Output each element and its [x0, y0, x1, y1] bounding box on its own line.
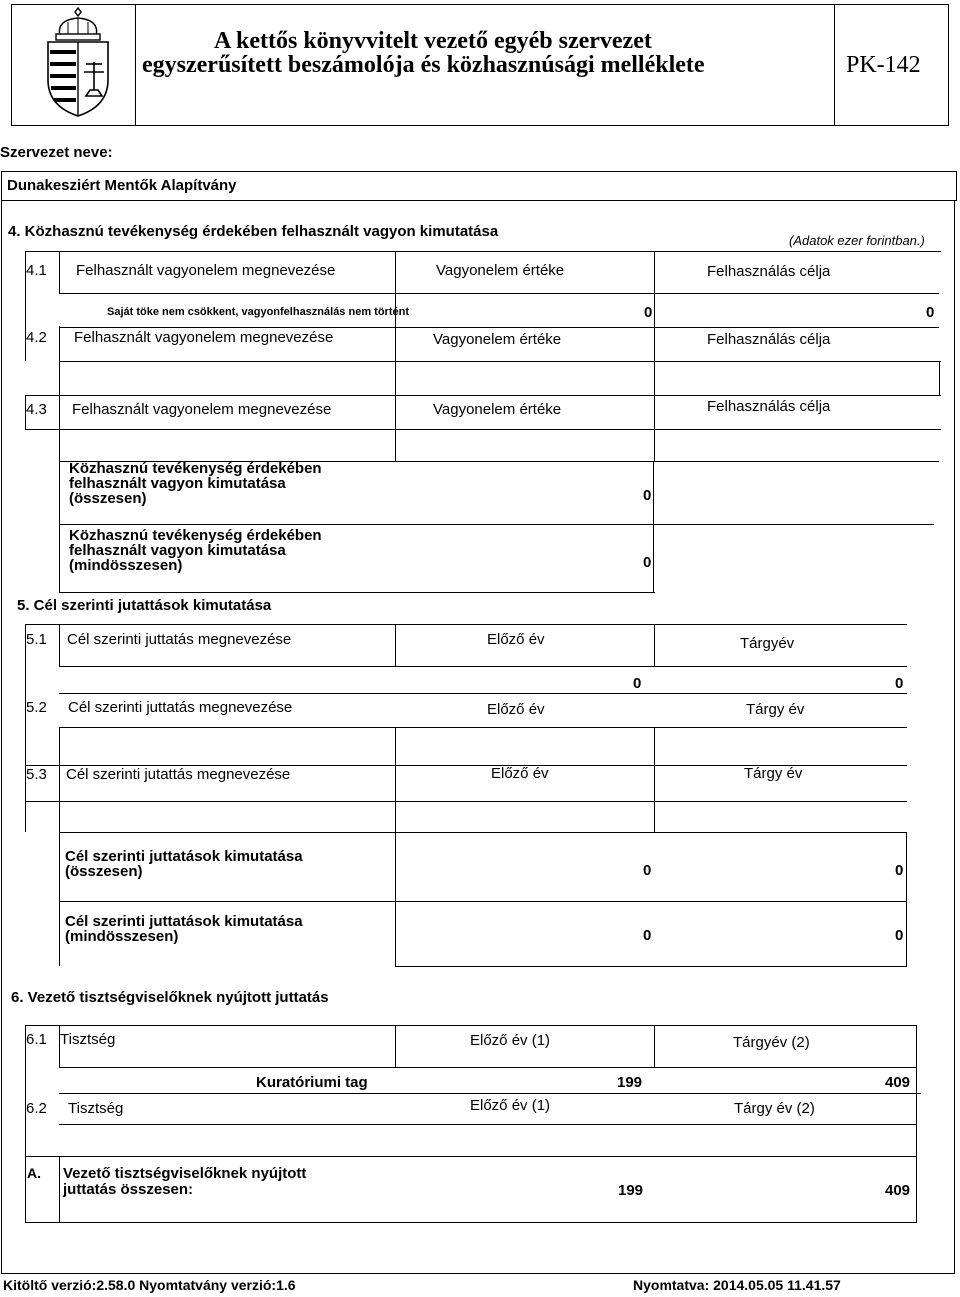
org-label: Szervezet neve: [0, 144, 113, 161]
page-frame-left [1, 200, 2, 1274]
s61-header-bottom [59, 1067, 916, 1068]
s42-row-div2 [654, 361, 655, 395]
s5-total1-curr: 0 [895, 862, 904, 879]
s52-num: 5.2 [26, 699, 47, 716]
hungarian-coat-of-arms-icon [38, 6, 118, 118]
s61-row1-bottom [59, 1093, 921, 1094]
s61-col-prev: Előző év (1) [470, 1032, 551, 1049]
s42-col-divider1 [395, 326, 396, 362]
s53-col-name: Cél szerinti jutattás megnevezése [66, 766, 291, 783]
s53-num-divider [59, 765, 60, 832]
s62-row-bottom [25, 1156, 916, 1157]
s62-col-name: Tisztség [68, 1100, 124, 1117]
s52-row-div2 [654, 727, 655, 765]
s43-num-divider [59, 395, 60, 461]
s42-left-border [25, 293, 26, 361]
s41-col-name: Felhasznált vagyonelem megnevezése [76, 262, 336, 279]
s61-num: 6.1 [26, 1031, 47, 1048]
s52-col-name: Cél szerinti juttatás megnevezése [68, 699, 293, 716]
s5-total2-line1: Cél szerinti juttatások kimutatása [65, 913, 303, 930]
s5-total2-line2: (mindösszesen) [65, 928, 179, 945]
s4-total-divider [653, 461, 654, 592]
page-frame-right [954, 200, 955, 1274]
s51-num: 5.1 [26, 631, 47, 648]
s41-row1-value: 0 [644, 304, 653, 321]
s41-col-purpose: Felhasználás célja [707, 263, 831, 280]
s43-col-divider1 [395, 395, 396, 461]
s5-total-right [906, 832, 907, 966]
s51-row-bottom [59, 693, 907, 694]
org-name: Dunakesziért Mentők Alapítvány [7, 177, 237, 194]
s4-total-left [59, 461, 60, 592]
s51-col-prev: Előző év [487, 631, 545, 648]
s43-top-border [25, 395, 941, 396]
s41-num-divider [59, 251, 60, 293]
s5-total1-line2: (összesen) [65, 863, 143, 880]
s6-total-line2: juttatás összesen: [63, 1181, 194, 1198]
section4-title: 4. Közhasznú tevékenység érdekében felhasznált vagyon kimutatása [8, 223, 499, 240]
s4-total1-line2: felhasznált vagyon kimutatása [69, 475, 286, 492]
s53-num: 5.3 [26, 766, 47, 783]
s4-total2-line3: (mindösszesen) [69, 557, 183, 574]
s4-total2-value: 0 [643, 554, 652, 571]
form-code: PK-142 [846, 52, 921, 78]
s4-total1-value: 0 [643, 487, 652, 504]
s42-row-div1 [395, 361, 396, 395]
unit-note: (Adatok ezer forintban.) [789, 233, 925, 248]
s43-col-value: Vagyonelem értéke [433, 401, 562, 418]
s61-row1-curr: 409 [885, 1074, 911, 1091]
s52-col-curr: Tárgy év [746, 701, 805, 718]
s42-row-right [939, 361, 940, 395]
s41-row1-purpose: 0 [926, 304, 935, 321]
s61-row1-name: Kuratóriumi tag [256, 1074, 368, 1091]
s4-total1-line1: Közhasznú tevékenység érdekében [69, 460, 322, 477]
s52-col-prev: Előző év [487, 701, 545, 718]
s4-total1-bottom [59, 524, 934, 525]
s6-left-border [25, 1025, 26, 1223]
s51-top-border [25, 624, 907, 625]
footer-printed: Nyomtatva: 2014.05.05 11.41.57 [633, 1277, 841, 1293]
s52-row-div1 [395, 727, 396, 765]
s61-col-name: Tisztség [60, 1031, 116, 1048]
s42-col-purpose: Felhasználás célja [707, 331, 831, 348]
s62-num: 6.2 [26, 1100, 47, 1117]
s51-num-divider [59, 624, 60, 666]
s41-top-border [25, 251, 941, 252]
s53-col-divider2 [654, 765, 655, 832]
header-divider-left [135, 4, 136, 125]
s42-col-divider2 [654, 326, 655, 362]
s5-total2-bottom [395, 966, 907, 967]
s53-header-bottom [25, 801, 907, 802]
s51-value-curr: 0 [895, 675, 904, 692]
s51-col-divider2 [654, 624, 655, 666]
form-title-line2: egyszerűsített beszámolója és közhasznúsági melléklete [142, 52, 705, 78]
s5-total1-line1: Cél szerinti juttatások kimutatása [65, 848, 303, 865]
s4-total2-line1: Közhasznú tevékenység érdekében [69, 527, 322, 544]
s42-col-value: Vagyonelem értéke [433, 331, 562, 348]
s51-col-curr: Tárgyév [740, 635, 795, 652]
s4-total1-line3: (összesen) [69, 490, 147, 507]
s5-total2-curr: 0 [895, 927, 904, 944]
s41-row1-name: Saját töke nem csökkent, vagyonfelhasználás nem történt [107, 306, 409, 318]
s43-header-bottom [25, 429, 941, 430]
s4-total2-line2: felhasznált vagyon kimutatása [69, 542, 286, 559]
s6-total-num: A. [27, 1165, 41, 1181]
s42-num: 4.2 [26, 329, 47, 346]
s5-total-divider1 [395, 832, 396, 966]
s5-total-left [59, 832, 60, 966]
s61-top-border [25, 1025, 916, 1026]
s5-total1-bottom [59, 901, 907, 902]
s6-total-prev: 199 [618, 1182, 644, 1199]
s53-col-prev: Előző év [491, 765, 549, 782]
s51-value-prev: 0 [633, 675, 642, 692]
form-title-line1: A kettős könyvvitelt vezető egyéb szervezet [214, 28, 652, 54]
s52-header-bottom [59, 727, 907, 728]
footer-version: Kitöltő verzió:2.58.0 Nyomtatvány verzió:1.6 [3, 1277, 296, 1293]
s51-col-divider1 [395, 624, 396, 666]
section6-title: 6. Vezető tisztségviselőknek nyújtott juttatás [11, 989, 329, 1006]
s6-right-border [916, 1025, 917, 1223]
s5-total2-prev: 0 [643, 927, 652, 944]
s61-col-divider2 [654, 1025, 655, 1067]
s52-row-left [59, 727, 60, 765]
s51-header-bottom [59, 666, 907, 667]
s53-row-bottom [59, 832, 907, 833]
s61-col-divider1 [395, 1025, 396, 1067]
s43-num: 4.3 [26, 401, 47, 418]
s5-total1-prev: 0 [643, 862, 652, 879]
s61-col-curr: Tárgyév (2) [733, 1034, 810, 1051]
s6-bottom-border [25, 1222, 917, 1223]
header-divider-right [834, 4, 835, 125]
s43-col-divider2 [654, 395, 655, 461]
s6-total-line1: Vezető tisztségviselőknek nyújtott [63, 1165, 307, 1182]
s53-col-divider1 [395, 765, 396, 832]
s42-row-left [59, 361, 60, 395]
s6-total-num-divider [59, 1156, 60, 1222]
s42-num-divider [59, 326, 60, 362]
s41-col-value: Vagyonelem értéke [436, 262, 565, 279]
s42-bottom-border [59, 361, 941, 362]
org-name-field[interactable] [1, 171, 957, 201]
s51-col-name: Cél szerinti juttatás megnevezése [67, 631, 292, 648]
page-frame-bottom [1, 1273, 955, 1274]
s62-header-bottom [59, 1124, 916, 1125]
section5-title: 5. Cél szerinti jutattások kimutatása [17, 597, 272, 614]
s43-col-name: Felhasznált vagyonelem megnevezése [72, 401, 332, 418]
s62-col-curr: Tárgy év (2) [734, 1100, 815, 1117]
s4-total2-bottom [59, 592, 655, 593]
s42-col-name: Felhasznált vagyonelem megnevezése [74, 329, 334, 346]
s6-total-curr: 409 [885, 1182, 911, 1199]
s41-num: 4.1 [26, 262, 47, 279]
s62-col-prev: Előző év (1) [470, 1097, 551, 1114]
s61-row1-prev: 199 [617, 1074, 643, 1091]
s43-col-purpose: Felhasználás célja [707, 398, 831, 415]
s53-col-curr: Tárgy év [744, 765, 803, 782]
